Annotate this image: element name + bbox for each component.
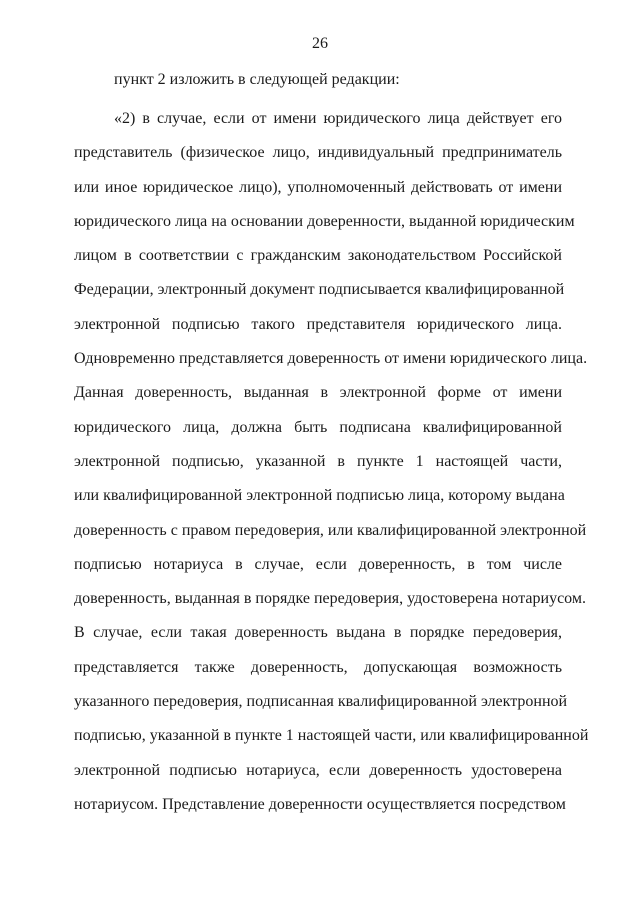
paragraph-line: представитель (физическое лицо, индивидуальный предприниматель [74,144,562,162]
paragraph-line: доверенность с правом передоверия, или квалифицированной электронной [74,521,587,539]
paragraph-line: или квалифицированной электронной подписью лица, которому выдана [74,487,565,505]
paragraph-line: «2) в случае, если от имени юридического лица действует его [114,110,562,127]
intro-line: пункт 2 изложить в следующей редакции: [114,71,400,88]
paragraph-line: представляется также доверенность, допускающая возможность [74,658,562,676]
paragraph-line: Одновременно представляется доверенность от имени юридического лица. [74,350,588,368]
paragraph-line: или иное юридическое лицо), уполномоченный действовать от имени [74,178,562,196]
document-body [74,70,589,829]
paragraph-line: нотариусом. Представление доверенности осуществляется посредством [74,795,566,813]
paragraph-line: доверенность, выданная в порядке передоверия, удостоверена нотариусом. [74,590,586,608]
paragraph-line: лицом в соответствии с гражданским законодательством Российской [74,247,562,265]
paragraph-line: электронной подписью такого представителя юридического лица. [74,315,562,333]
paragraph-line: юридического лица, должна быть подписана квалифицированной [74,418,562,436]
paragraph-line: Данная доверенность, выданная в электронной форме от имени [74,384,562,402]
paragraph-line: В случае, если такая доверенность выдана в порядке передоверия, [74,624,562,642]
page-number: 26 [312,35,328,52]
paragraph-line: электронной подписью, указанной в пункте 1 настоящей части, [74,452,562,470]
paragraph-line: подписью, указанной в пункте 1 настоящей части, или квалифицированной [74,727,589,745]
paragraph-line: Федерации, электронный документ подписывается квалифицированной [74,281,565,299]
paragraph-line: указанного передоверия, подписанная квалифицированной электронной [74,693,568,711]
paragraph-line: электронной подписью нотариуса, если доверенность удостоверена [74,761,562,779]
paragraph-line: подписью нотариуса в случае, если доверенность, в том числе [74,555,562,573]
paragraph-line: юридического лица на основании доверенности, выданной юридическим [74,212,575,230]
